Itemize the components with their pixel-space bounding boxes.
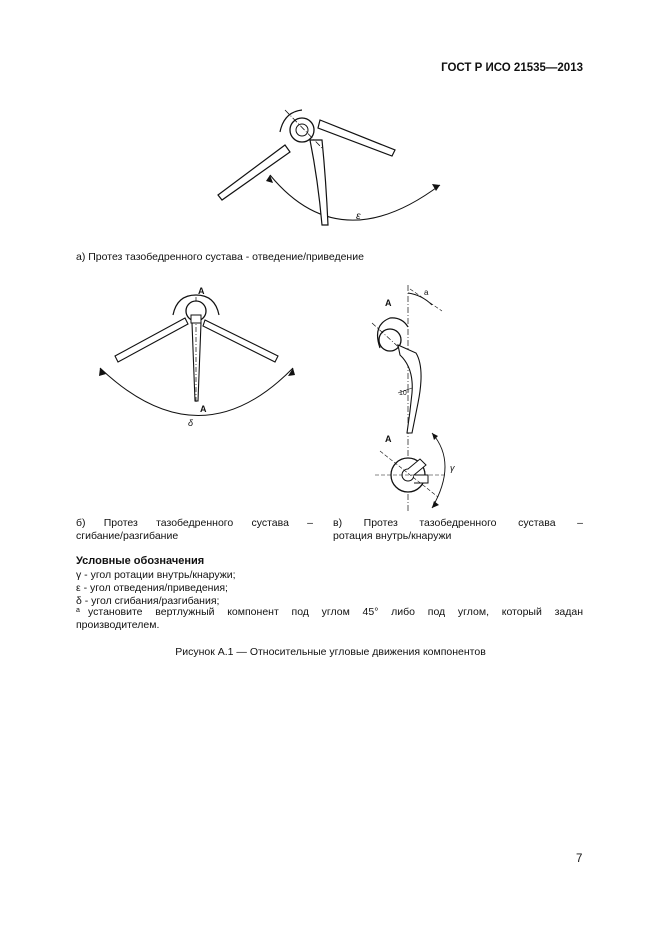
figure-c-caption-line1: в) Протез тазобедренного сустава – bbox=[333, 517, 583, 529]
figure-a-drawing bbox=[200, 100, 450, 240]
legend-item-gamma: γ - угол ротации внутрь/кнаружи; bbox=[76, 569, 236, 581]
epsilon-symbol: ε bbox=[356, 210, 361, 222]
legend-item-epsilon: ε - угол отведения/приведения; bbox=[76, 582, 228, 594]
figure-c-label-a1: A bbox=[385, 298, 392, 308]
legend-footnote-line2: производителем. bbox=[76, 619, 160, 631]
legend-footnote-line1: установите вертлужный компонент под углом 45° либо под углом, который задан bbox=[88, 606, 583, 618]
standard-header: ГОСТ Р ИСО 21535—2013 bbox=[441, 62, 583, 74]
legend-title: Условные обозначения bbox=[76, 555, 205, 567]
figure-a-caption: а) Протез тазобедренного сустава - отведение/приведение bbox=[76, 251, 364, 263]
figure-c-footnote-mark: a bbox=[424, 288, 429, 297]
page-number: 7 bbox=[576, 853, 583, 865]
legend-footnote-mark: a bbox=[76, 607, 80, 614]
figure-caption: Рисунок А.1 — Относительные угловые движения компонентов bbox=[175, 646, 486, 658]
figure-b-label-a-bottom: A bbox=[200, 404, 207, 414]
figure-b-caption-line2: сгибание/разгибание bbox=[76, 530, 179, 542]
delta-symbol: δ bbox=[188, 418, 194, 428]
figure-c-caption-line2: ротация внутрь/кнаружи bbox=[333, 530, 452, 542]
legend-item-delta: δ - угол сгибания/разгибания; bbox=[76, 595, 220, 607]
figure-c-angle-label: 10° bbox=[399, 390, 410, 397]
gamma-symbol: γ bbox=[450, 463, 455, 473]
figure-b-caption-line1: б) Протез тазобедренного сустава – bbox=[76, 517, 313, 529]
figure-b-label-a-top: A bbox=[198, 286, 205, 296]
figure-c-label-a2: A bbox=[385, 434, 392, 444]
